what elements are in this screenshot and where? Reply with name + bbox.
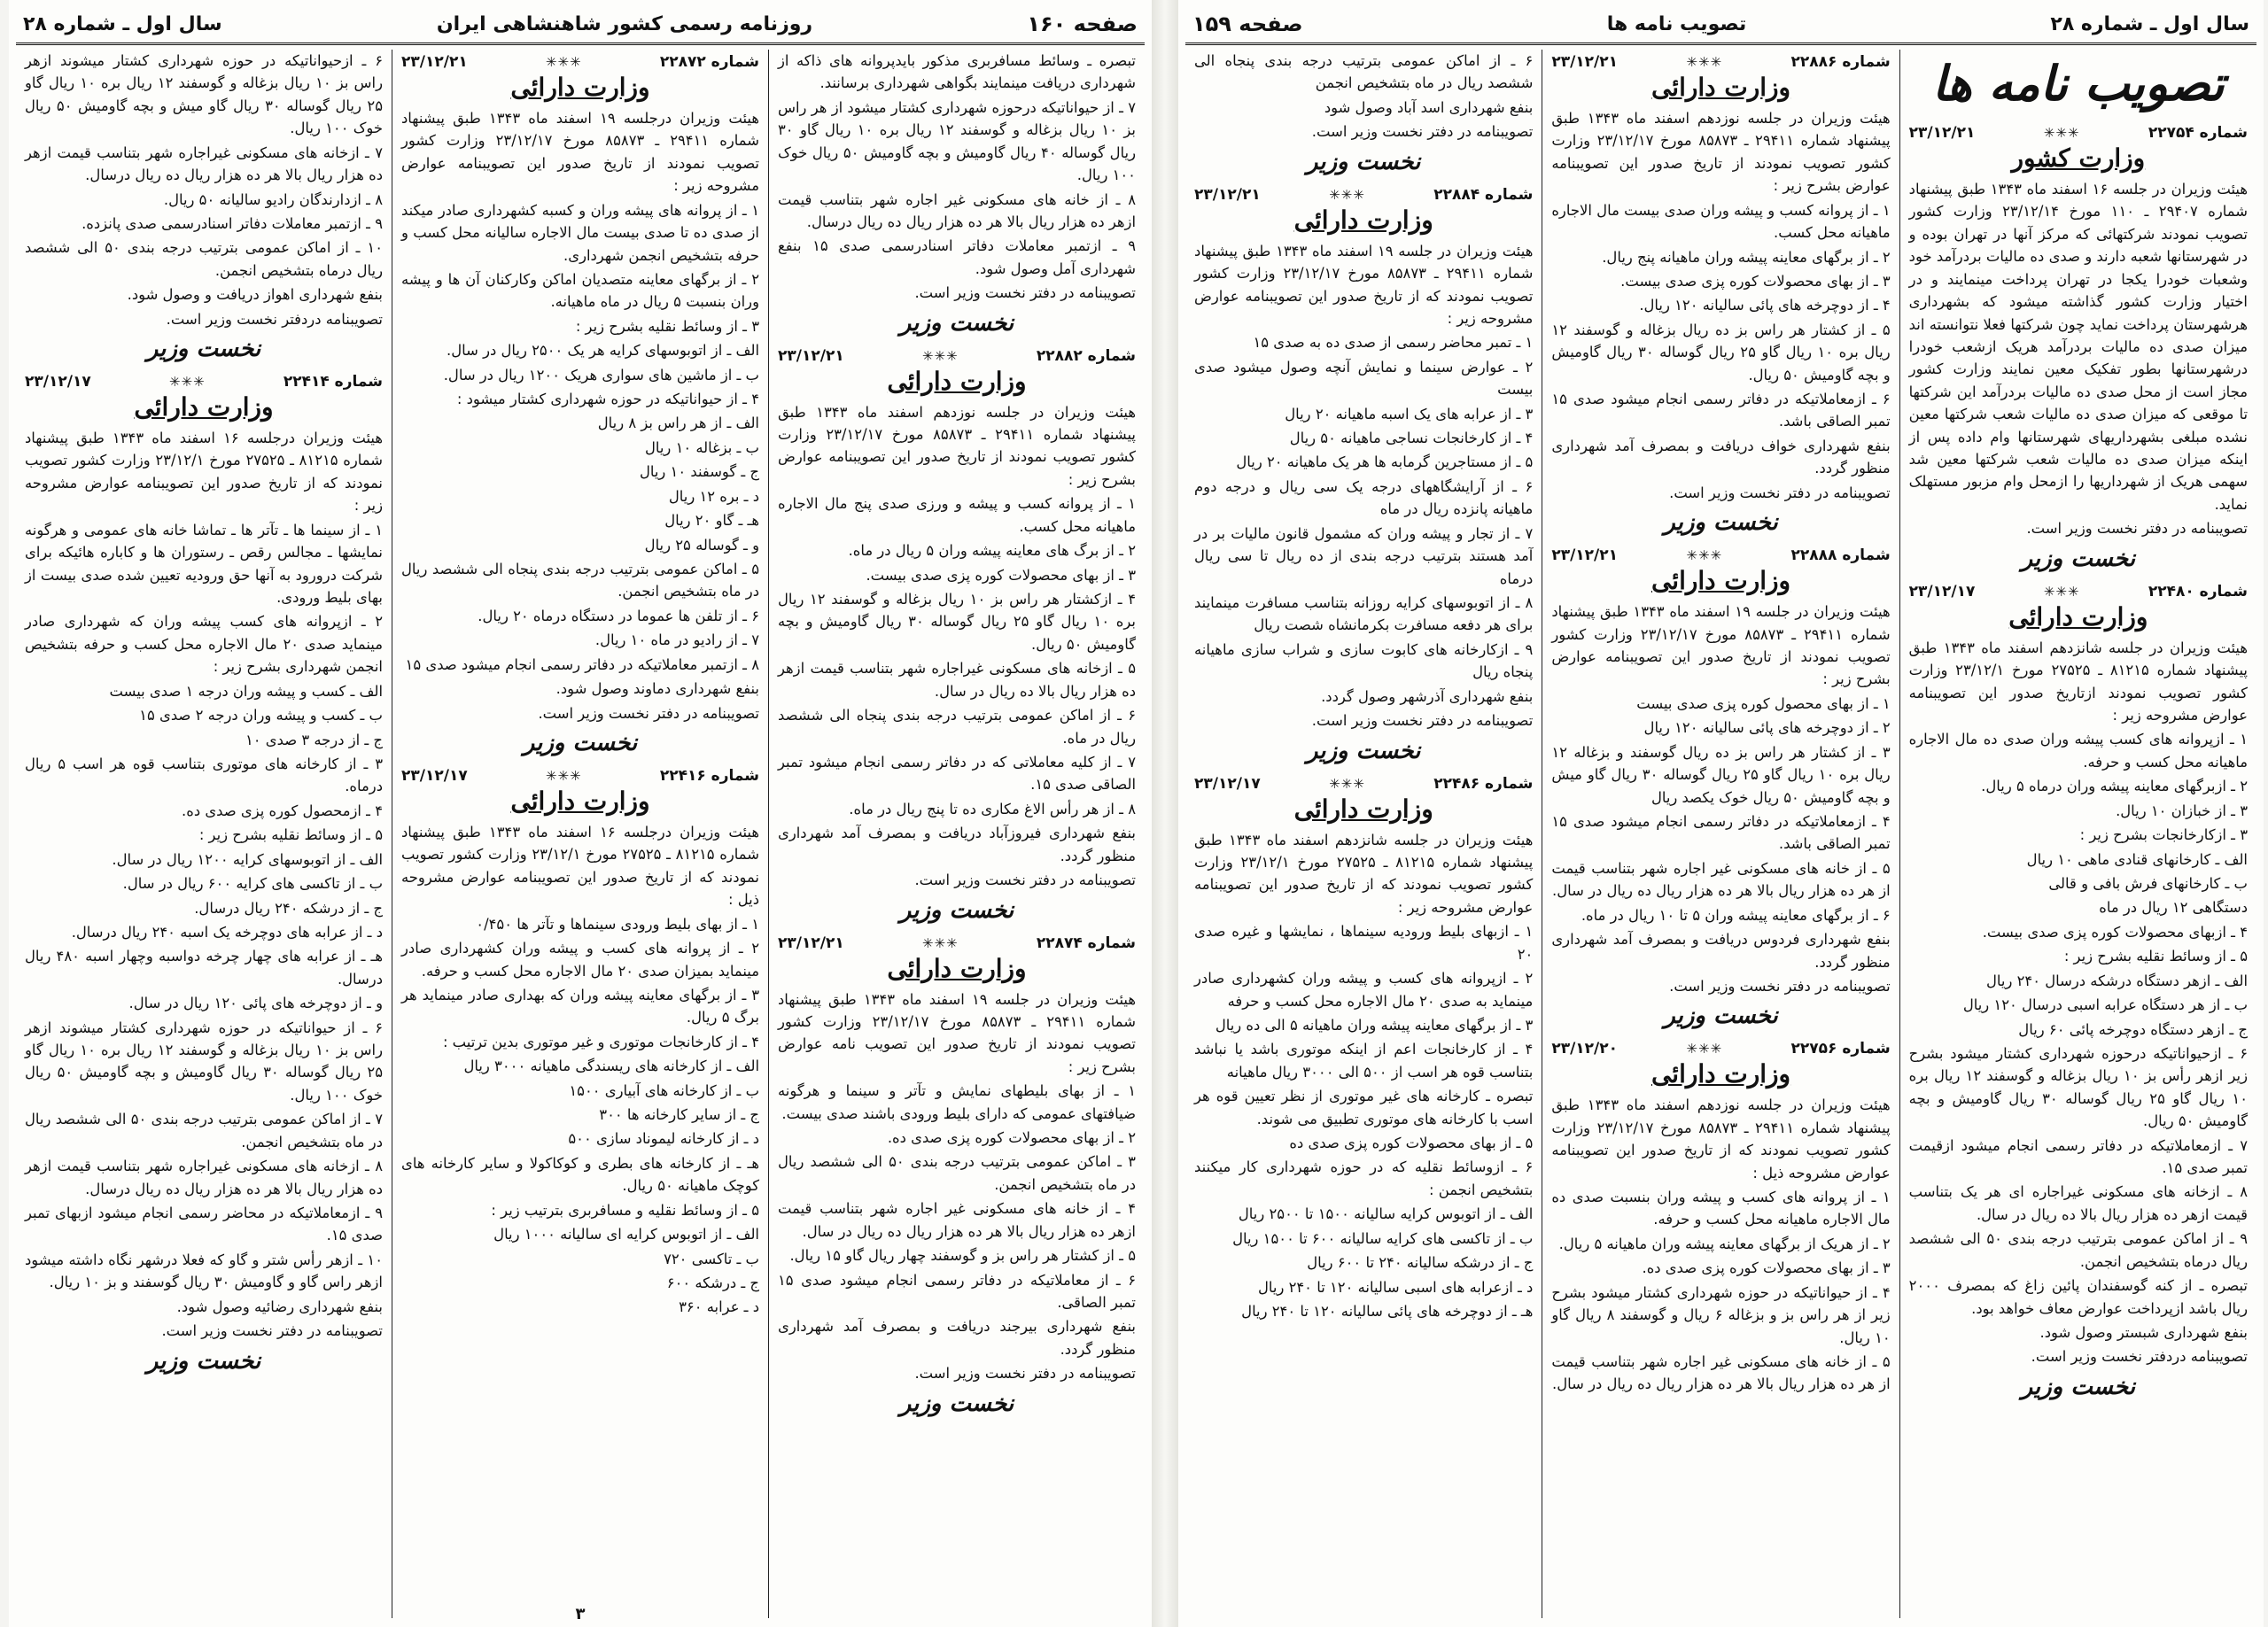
decree-entry — [778, 347, 1136, 924]
decree-body — [778, 50, 1136, 305]
column — [16, 50, 392, 1618]
decree-date: ۲۳/۱۲/۲۱ — [778, 934, 844, 952]
decree-line: ۶ ـ از اماکن عمومی بترتیب درجه بندی پنجاه الی ششصد ریال در ماه بتشخیص انجمن — [1194, 52, 1534, 92]
decree-line: تصویبنامه دردفتر نخست وزیر است. — [166, 310, 383, 328]
decree-line: ۹ ـ ازکارخانه های کابوت سازی و شراب سازی ماهیانه پنجاه ریال — [1194, 640, 1534, 681]
decree-entry — [1551, 546, 1890, 1029]
decree-line: ۵ ـ از بهای محصولات کوره پزی صدی ده — [1289, 1135, 1534, 1152]
decree-line: ۵ ـ از خانه های مسکونی غیر اجاره شهر بتناسب قیمت از هر ده هزار ریال بالا هر ده هزار ریال ده ریال در سال. — [1551, 1352, 1891, 1393]
decree-line: تصویبنامه در دفتر نخست وزیر است. — [1669, 484, 1891, 501]
decree-date: ۲۳/۱۲/۲۰ — [1551, 1040, 1619, 1058]
decree-line: ۵ ـ از وسائط نقلیه بشرح زیر : — [198, 826, 383, 844]
decree-body — [1194, 50, 1533, 143]
decree-number: شماره ۲۲۸۸۴ — [1433, 185, 1534, 204]
decree-date: ۲۳/۱۲/۱۷ — [401, 766, 468, 785]
signature: نخست وزیر — [146, 1347, 261, 1375]
right-page — [1178, 0, 2264, 1627]
decree-body — [1194, 240, 1533, 732]
folio: ۳ — [575, 1605, 586, 1623]
decree-line: ۹ ـ از اماکن عمومی بترتیب درجه بندی ۵۰ الی ششصد ریال درماه بتشخیص انجمن. — [1908, 1230, 2248, 1270]
decree-number: شماره ۲۲۸۸۲ — [1036, 346, 1136, 365]
decree-entry — [1551, 1040, 1890, 1395]
issue-label: سال اول ـ شماره ۲۸ — [2050, 12, 2249, 35]
decree-number: شماره ۲۲۷۵۴ — [2148, 124, 2248, 142]
decree-line: ۶ ـ ازحیواناتیکه درحوزه شهرداری کشتار میشود بشرح زیر ازهر رأس بز ۱۰ ریال بزغاله و گوسفند ۱۲ ریال بره ۱۰ ریال گاو ۲۵ ریال گوساله ۳۰ ریال گاومیش و بچه گاومیش ۵۰ ریال. — [1908, 1044, 2248, 1130]
decree-line: ۳ ـ از بهای محصولات کوره پزی صدی ده. — [1642, 1259, 1891, 1277]
decree-line: ب ـ کسب و پیشه وران درجه ۲ صدی ۱۵ — [139, 707, 383, 724]
decree-line: ب ـ از ماشین های سواری هریک ۱۲۰۰ ریال در سال. — [443, 366, 759, 384]
ministry-heading: وزارت دارائی — [1651, 73, 1791, 102]
decree-line: هیئت وزیران درجلسه ۱۶ اسفند ماه ۱۳۴۳ طبق پیشنهاد شماره ۸۱۲۱۵ ـ ۲۷۵۲۵ مورخ ۲۳/۱۲/۱ وزارت کشور تصویب نمودند که از تاریخ صدور این تصویبنامه عوارض مشروحه زیر : — [25, 430, 383, 515]
decree-line: ۵ ـ از وسائط نقلیه بشرح زیر : — [2063, 948, 2248, 965]
decree-line: ۱ ـ تمبر محاضر رسمی از صدی ده به صدی ۱۵ — [1253, 334, 1534, 352]
decree-body — [25, 50, 383, 330]
decree-line: تبصره ـ وسائط مسافربری مذکور بایدپروانه های ذاکه از شهرداری دریافت مینمایند بگواهی شهرداری برسانند. — [778, 52, 1136, 92]
signature: نخست وزیر — [899, 896, 1014, 924]
decree-line: هیئت وزیران درجلسه ۱۹ اسفند ماه ۱۳۴۳ طبق پیشنهاد شماره ۲۹۴۱۱ ـ ۸۵۸۷۳ مورخ ۲۳/۱۲/۱۷ وزارت کشور تصویب نمودند از تاریخ صدور این تصویبنامه عوارض مشروحه زیر : — [401, 110, 759, 195]
decree-line: تصویبنامه در دفتر نخست وزیر است. — [161, 1322, 383, 1340]
decree-line: ۳ ـ از بهای محصولات کوره پزی صدی بیست. — [1620, 272, 1891, 290]
signature: نخست وزیر — [146, 336, 261, 363]
decree-line: ۱ ـ ازپروانه های کسب پیشه وران صدی ده مال الاجاره ماهیانه محل کسب و حرفه. — [1908, 731, 2248, 771]
decree-line: الف ـ از هر راس بز ۸ ریال — [597, 414, 759, 432]
decree-line: ۳ ـ اماکن عمومی بترتیب درجه بندی ۵۰ الی ششصد ریال در ماه بتشخیص انجمن. — [778, 1153, 1136, 1193]
decree-line: ۸ ـ ازخانه های مسکونی غیراجاره ای هر یک بتناسب قیمت ازهر ده هزار ریال بالا ده ریال در سال. — [1908, 1183, 2248, 1223]
running-title: تصویب نامه ها — [1606, 12, 1747, 35]
decree-line: ۳ ـ ازکارخانجات بشرح زیر : — [2079, 826, 2248, 844]
decree-line: ۵ ـ از کشتار هر راس بز و گوسفند چهار ریال گاو ۱۵ ریال. — [789, 1247, 1136, 1265]
decree-entry — [778, 934, 1136, 1417]
decree-line: ج ـ ازهر دستگاه دوچرخه پائی ۶۰ ریال — [2018, 1020, 2248, 1038]
decree-line: هیئت وزیران در جلسه نوزدهم اسفند ماه ۱۳۴۳ طبق پیشنهاد شماره ۲۹۴۱۱ ـ ۸۵۸۷۳ مورخ ۲۳/۱۲/۱۷ وزارت کشور تصویب نمودند از تاریخ صدور این تصویبنامه عوارض بشرح زیر : — [1551, 110, 1891, 195]
decree-line: تصویبنامه دردفتر نخست وزیر است. — [2031, 1348, 2248, 1366]
decree-line: ۷ ـ از اماکن عمومی بترتیب درجه بندی ۵۰ الی ششصد ریال در ماه بتشخیص انجمن. — [25, 1111, 383, 1151]
decree-line: ۴ ـ از کارخانجات نساجی ماهیانه ۵۰ ریال — [1289, 430, 1534, 447]
decree-entry — [401, 53, 759, 756]
decree-line: هـ ـ از دوچرخه های پائی سالیانه ۱۲۰ تا ۲۴۰ ریال — [1241, 1302, 1534, 1320]
decree-line: ۲ ـ از برگ های معاینه پیشه وران ۵ ریال در ماه. — [848, 542, 1136, 560]
decree-line: ۷ ـ از کلیه معاملاتی که در دفاتر رسمی انجام میشود تمبر الصاقی صدی ۱۵. — [778, 753, 1136, 794]
running-title: روزنامه رسمی کشور شاهنشاهی ایران — [436, 12, 813, 35]
decree-number: شماره ۲۲۴۱۴ — [283, 373, 383, 391]
decree-body — [401, 107, 759, 724]
decree-line: ۶ ـ ازوسائط نقلیه که در حوزه شهرداری کار میکنند بتشخیص انجمن : — [1194, 1158, 1534, 1198]
decree-line: هیئت وزیران در جلسه ۱۹ اسفند ماه ۱۳۴۳ طبق پیشنهاد شماره ۲۹۴۱۱ ـ ۸۵۸۷۳ مورخ ۲۳/۱۲/۱۷ وزارت کشور تصویب نمودند از تاریخ صدور این تصویب نامه عوارض بشرح زیر : — [778, 990, 1136, 1075]
decree-line: د ـ از کارخانه لیموناد سازی ۵۰۰ — [568, 1130, 759, 1148]
decree-line: بنفع شهرداری بیرجند دریافت و بمصرف آمد شهرداری منظور گردد. — [778, 1318, 1136, 1358]
signature: نخست وزیر — [899, 309, 1014, 337]
decree-header — [778, 347, 1136, 365]
decree-line: ج ـ از سایر کارخانه ها ۳۰۰ — [599, 1106, 759, 1124]
decree-line: ۶ ـ از اماکن عمومی بترتیب درجه بندی پنجاه الی ششصد ریال در ماه. — [778, 707, 1136, 747]
decree-number: شماره ۲۲۸۷۴ — [1036, 934, 1136, 952]
ministry-heading: وزارت دارائی — [2008, 601, 2148, 631]
decree-entry — [25, 50, 383, 362]
decree-line: ۹ ـ ازتمبر معاملات دفاتر اسنادرسمی صدی پانزده. — [82, 214, 383, 232]
decree-line: ۳ ـ از برگهای معاینه پیشه وران که بهداری صادر مینماید هر برگ ۵ ریال. — [401, 986, 759, 1027]
book-gutter — [1152, 0, 1178, 1627]
decree-line: ۴ ـ ازمحصول کوره پزی صدی ده. — [182, 802, 383, 819]
decree-date: ۲۳/۱۲/۱۷ — [1194, 774, 1261, 793]
decree-line: دستگاهی ۱۲ ریال در ماه — [2099, 899, 2248, 917]
decree-line: هیئت وزیران در جلسه شانزدهم اسفند ماه ۱۳۴۳ طبق پیشنهاد شماره ۸۱۲۱۵ ـ ۲۷۵۲۵ مورخ ۲۳/۱۲/۱ وزارت کشور تصویب نمودند که از تاریخ صدور این تصویبنامه عوارض مشروحه زیر : — [1194, 831, 1534, 916]
decree-line: ۴ ـ ازکشتار هر راس بز ۱۰ ریال بزغاله و گوسفند ۱۲ ریال بره ۱۰ ریال گاو ۲۵ ریال گوساله ۳۰ ریال گاومیش و بچه گاومیش ۵۰ ریال. — [778, 591, 1136, 653]
decree-line: ۱ ـ از بهای بلیط ورودی سینماها و تآتر ها ۰/۴۵۰ — [476, 915, 759, 933]
decree-line: هـ ـ گاو ۲۰ ریال — [664, 512, 759, 530]
decree-line: ۳ ـ از خبازان ۱۰ ریال. — [2116, 802, 2248, 819]
decree-line: تصویبنامه در دفتر نخست وزیر است. — [2026, 520, 2248, 538]
decree-line: هیئت وزیران در جلسه نوزدهم اسفند ماه ۱۳۴۳ طبق پیشنهاد شماره ۲۹۴۱۱ ـ ۸۵۸۷۳ مورخ ۲۳/۱۲/۱۷ وزارت کشور تصویب نمودند از تاریخ صدور این تصویبنامه عوارض بشرح زیر : — [778, 403, 1136, 488]
right-columns — [1185, 50, 2256, 1618]
decree-line: بنفع شهرداری اسد آباد وصول شود — [1324, 98, 1534, 116]
ornament-stars-icon: ✳✳✳ — [921, 347, 959, 364]
decree-date: ۲۳/۱۲/۱۷ — [1908, 582, 1976, 600]
decree-line: ج ـ از درجه ۳ صدی ۱۰ — [245, 731, 383, 748]
right-page-header — [1185, 5, 2256, 45]
decree-line: تصویبنامه در دفتر نخست وزیر است. — [1311, 712, 1534, 730]
decree-line: ۱ ـ از پروانه کسب و پیشه وران صدی بیست مال الاجاره ماهیانه محل کسب. — [1551, 201, 1891, 242]
decree-number: شماره ۲۲۷۵۶ — [1790, 1040, 1891, 1058]
decree-line: الف ـ کارخانهای قنادی ماهی ۱۰ ریال — [2026, 850, 2248, 868]
page-number: صفحه ۱۶۰ — [1027, 12, 1138, 36]
decree-entry — [778, 50, 1136, 337]
ministry-heading: وزارت کشور — [2011, 143, 2146, 173]
decree-body — [1551, 600, 1890, 997]
decree-line: د ـ ازعرابه های اسبی سالیانه ۱۲۰ تا ۲۴۰ ریال — [1257, 1278, 1534, 1296]
decree-line: د ـ عرابه ۳۶۰ — [679, 1298, 759, 1316]
decree-line: ۲ ـ از برگهای معاینه متصدیان اماکن وکارکنان آن ها و پیشه وران بنسبت ۵ ریال در ماه ماهیانه. — [401, 270, 759, 311]
decree-line: ۲ ـ ازپروانه های کسب پیشه وران که شهرداری صادر مینماید صدی ۲۰ مال الاجاره محل کسب و حرفه بتشخیص انجمن شهرداری بشرح زیر : — [25, 613, 384, 676]
decree-number: شماره ۲۲۸۷۲ — [659, 53, 759, 71]
decree-line: ج ـ گوسفند ۱۰ ریال — [639, 463, 759, 481]
decree-entry — [1194, 50, 1533, 175]
decree-line: ۹ ـ ازمعاملاتیکه در محاضر رسمی انجام میشود ازبهای تمبر صدی ۱۵. — [25, 1204, 383, 1244]
decree-line: ۳ ـ از برگهای معاینه پیشه وران ماهیانه ۵ الی ده ریال — [1215, 1016, 1534, 1034]
decree-line: ۵ ـ از خانه های مسکونی غیر اجاره شهر بتناسب قیمت از هر ده هزار ریال بالا هر ده هزار ریال ده ریال در سال. — [1551, 859, 1891, 900]
decree-line: ۸ ـ از هر رأس الاغ مکاری ده تا پنج ریال در ماه. — [849, 800, 1136, 817]
decree-line: ب ـ از هر دستگاه عرابه اسبی درسال ۱۲۰ ریال — [1962, 996, 2248, 1014]
decree-line: بنفع شهرداری رضائیه وصول شود. — [176, 1298, 383, 1315]
decree-line: بنفع شهرداری شبستر وصول شود. — [2039, 1323, 2248, 1341]
section-title: تصویب نامه ها — [1931, 55, 2225, 112]
ornament-stars-icon: ✳✳✳ — [1686, 54, 1723, 70]
decree-line: هیئت وزیران در جلسه ۱۶ اسفند ماه ۱۳۴۳ طبق پیشنهاد شماره ۲۹۴۰۷ ـ ۱۱۰ مورخ ۲۳/۱۲/۱۴ وزارت کشور تصویب نمودند شرکتهائی که مرکز آنها در تهران بوده و در شهرستانها شعبه دارند و صدی ده مالیات بردرآمد خود وشعبات خودرا یکجا در تهران پرداخت مینمایند و در اختیار وزارت کشور گذاشته میشود که بشهرداری هرشهرستان پرداخت نماید چون شرکتها فعلا نتوانسته اند میزان صدی ده مالیات بردرآمد هریک ازشعب خودرا درشهرستانها بطور تفکیک معین نمایند وزارت کشور مجاز است از محل صدی ده مالیات بردرآمد این شرکتها تا موقعی که میزان صدی ده مالیات شعب شرکتها معین نشده مبلغی بشهرداریهای شهرستانها وام داده پس از اینکه میزان صدی ده مالیات شعب شرکتها معین شد سهمی هریک از شهرداریها را ازمحل وام مزبور مستهلک نماید. — [1908, 181, 2248, 513]
decree-line: ۸ ـ ازدارندگان رادیو سالیانه ۵۰ ریال. — [163, 190, 383, 208]
decree-line: تصویبنامه در دفتر نخست وزیر است. — [914, 1365, 1136, 1383]
decree-header — [1194, 775, 1533, 793]
ministry-heading: وزارت دارائی — [1651, 566, 1791, 596]
decree-line: هیئت وزیران در جلسه ۱۹ اسفند ماه ۱۳۴۳ طبق پیشنهاد شماره ۲۹۴۱۱ ـ ۸۵۸۷۳ مورخ ۲۳/۱۲/۱۷ وزارت کشور تصویب نمودند که از تاریخ صدور این تصویبنامه عوارض مشروحه زیر : — [1194, 242, 1534, 327]
decree-line: تصویبنامه در دفتر نخست وزیر است. — [914, 284, 1136, 302]
decree-number: شماره ۲۲۸۸۶ — [1790, 53, 1891, 71]
decree-line: ۳ ـ از کارخانه های موتوری بتناسب قوه هر اسب ۵ ریال درماه. — [25, 755, 383, 795]
signature: نخست وزیر — [1664, 1003, 1778, 1030]
decree-body — [1909, 178, 2248, 540]
decree-line: بنفع شهرداری خواف دریافت و بمصرف آمد شهرداری منظور گردد. — [1551, 437, 1891, 477]
decree-number: شماره ۲۲۴۸۰ — [2148, 582, 2248, 600]
decree-line: ۶ ـ از تلفن ها عموما در دستگاه درماه ۲۰ ریال. — [478, 607, 759, 624]
decree-line: ۸ ـ ازخانه های مسکونی غیراجاره شهر بتناسب قیمت ازهر ده هزار ریال بالا هر ده هزار ریال ده ریال درسال. — [25, 1158, 383, 1197]
column — [768, 50, 1145, 1618]
signature: نخست وزیر — [2021, 1373, 2136, 1400]
ornament-stars-icon: ✳✳✳ — [2043, 583, 2080, 600]
decree-header — [1909, 124, 2248, 142]
decree-line: ۸ ـ از اتوبوسهای کرایه روزانه بتناسب مسافرت مینمایند برای هر دفعه مسافرت بکرمانشاه شصت ریال — [1194, 594, 1534, 634]
signature: نخست وزیر — [1664, 509, 1778, 537]
decree-line: ۵ ـ ازخانه های مسکونی غیراجاره شهر بتناسب قیمت ازهر ده هزار ریال بالا ده ریال در سال. — [778, 660, 1136, 700]
decree-line: ۵ ـ از مستاجرین گرمابه ها هر یک ماهیانه ۲۰ ریال — [1236, 453, 1534, 471]
decree-line: ب ـ بزغاله ۱۰ ریال — [644, 438, 759, 456]
ornament-stars-icon: ✳✳✳ — [2043, 125, 2080, 141]
decree-number: شماره ۲۲۴۸۶ — [1433, 774, 1534, 793]
column — [1542, 50, 1899, 1618]
decree-line: ۴ ـ از خانه های مسکونی غیر اجاره شهر بتناسب قیمت ازهر ده هزار ریال بالا هر ده هزار ریال ده ریال در سال. — [778, 1200, 1136, 1240]
decree-line: الف ـ کسب و پیشه وران درجه ۱ صدی بیست — [109, 682, 383, 700]
decree-line: هیئت وزیران در جلسه ۱۹ اسفند ماه ۱۳۴۳ طبق پیشنهاد شماره ۲۹۴۱۱ ـ ۸۵۸۷۳ مورخ ۲۳/۱۲/۱۷ وزارت کشور تصویب نمودند از تاریخ صدور این تصویبنامه عوارض بشرح زیر : — [1551, 603, 1891, 688]
ornament-stars-icon: ✳✳✳ — [545, 54, 582, 70]
decree-line: الف ـ از اتوبوس کرایه سالیانه ۱۵۰۰ تا ۲۵۰۰ ریال — [1238, 1205, 1534, 1223]
decree-line: تصویبنامه در دفتر نخست وزیر است. — [538, 704, 759, 722]
decree-header — [1551, 53, 1890, 71]
decree-line: هـ ـ از کارخانه های بطری و کوکاکولا و سایر کارخانه های کوچک ماهیانه ۵۰ ریال. — [401, 1154, 759, 1195]
decree-entry — [25, 373, 383, 1374]
signature: نخست وزیر — [1306, 737, 1421, 764]
decree-line: ب ـ از کارخانه های آبیاری ۱۵۰۰ — [569, 1081, 759, 1099]
decree-body — [25, 427, 383, 1342]
decree-date: ۲۳/۱۲/۲۱ — [1551, 546, 1619, 565]
decree-line: ۳ ـ از کشتار هر راس بز ده ریال گوسفند و بزغاله ۱۲ ریال بره ۱۰ ریال گاو ۲۵ ریال گوساله ۳۰ ریال گاو میش و بچه گاومیش ۵۰ ریال خوک یکصد ریال — [1551, 743, 1891, 806]
decree-line: ۳ ـ از وسائط نقلیه بشرح زیر : — [575, 317, 759, 335]
decree-line: ج ـ از درشکه سالیانه ۲۴۰ تا ۶۰۰ ریال — [1307, 1254, 1534, 1272]
decree-line: د ـ از عرابه های دوچرخه یک اسبه ۲۴۰ ریال درسال. — [71, 923, 383, 941]
decree-number: شماره ۲۲۸۸۸ — [1790, 546, 1891, 565]
decree-line: هـ ـ از عرابه های چهار چرخه دواسبه وچهار اسبه ۴۸۰ ریال درسال. — [25, 948, 383, 988]
decree-line: ۱ ـ از بهای بلیطهای نمایش و تآتر و سینما و هرگونه ضیافتهای عمومی که دارای بلیط ورودی باشند صدی بیست. — [778, 1082, 1136, 1122]
ministry-heading: وزارت دارائی — [134, 392, 274, 422]
decree-line: ۴ ـ از دوچرخه های پائی سالیانه ۱۲۰ ریال. — [1639, 297, 1891, 314]
ornament-stars-icon: ✳✳✳ — [545, 767, 582, 784]
column — [1899, 50, 2256, 1618]
decree-line: ۲ ـ از دوچرخه های پائی سالیانه ۱۲۰ ریال — [1643, 719, 1891, 737]
ornament-stars-icon: ✳✳✳ — [168, 374, 206, 391]
decree-line: ۶ ـ از معاملاتیکه در دفاتر رسمی انجام میشود صدی ۱۵ تمبر الصاقی. — [778, 1271, 1136, 1311]
decree-line: ۶ ـ از حیواناتیکه در حوزه شهرداری کشتار میشوند ازهر راس بز ۱۰ ریال بزغاله و گوسفند ۱۲ ریال بره ۱۰ ریال گاو ۲۵ ریال گوساله ۳۰ ریال گاومیش و بچه گاومیش ۵۰ ریال خوک ۱۰۰ ریال. — [25, 1019, 384, 1104]
decree-line: تبصره ـ کارخانه های غیر موتوری از نظر تعیین قوه هر اسب با کارخانه های موتوری تطبیق می شوند. — [1194, 1088, 1534, 1127]
decree-body — [1551, 1094, 1890, 1395]
ministry-heading: وزارت دارائی — [1293, 205, 1433, 235]
decree-line: ۷ ـ ازخانه های مسکونی غیراجاره شهر بتناسب قیمت ازهر ده هزار ریال بالا هر ده هزار ریال ده ریال درسال. — [25, 143, 383, 184]
decree-line: ۸ ـ از خانه های مسکونی غیر اجاره شهر بتناسب قیمت ازهر ده هزار ریال بالا هر ده هزار ریال ده ریال درسال. — [778, 190, 1136, 230]
column — [392, 50, 768, 1618]
decree-line: ۱ ـ از پروانه های پیشه وران و کسبه کشهرداری صادر میکند از صدی ده تا صدی بیست مال الاجاره سالیانه محل کسب و حرفه بتشخیص انجمن شهرداری. — [401, 201, 759, 264]
decree-line: ۲ ـ از بهای محصولات کوره پزی صدی ده. — [887, 1129, 1136, 1147]
signature: نخست وزیر — [1306, 148, 1421, 175]
decree-line: ۲ ـ ازبرگهای معاینه پیشه وران درماه ۵ ریال. — [1981, 778, 2248, 795]
ministry-heading: وزارت دارائی — [510, 786, 650, 816]
left-page — [9, 0, 1152, 1627]
ministry-heading: وزارت دارائی — [510, 73, 650, 102]
decree-line: ۵ ـ از کشتار هر راس بز ده ریال بزغاله و گوسفند ۱۲ ریال بره ۱۰ ریال گاو ۲۵ ریال گوساله ۳۰ ریال گاومیش و بچه گاومیش ۵۰ ریال. — [1551, 321, 1891, 384]
decree-line: هیئت وزیران درجلسه ۱۶ اسفند ماه ۱۳۴۳ طبق پیشنهاد شماره ۸۱۲۱۵ ـ ۲۷۵۲۵ مورخ ۲۳/۱۲/۱ وزارت کشور تصویب نمودند که از تاریخ صدور این تصویبنامه عوارض مشروحه ذیل : — [401, 823, 759, 909]
decree-line: و ـ از دوچرخه های پائی ۱۲۰ ریال در سال. — [128, 995, 383, 1012]
decree-line: ۴ ـ از کارخانجات موتوری و غیر موتوری بدین ترتیب : — [442, 1033, 759, 1050]
decree-line: ۲ ـ عوارض سینما و نمایش آنچه وصول میشود صدی بیست — [1194, 358, 1534, 399]
decree-entry — [1551, 53, 1890, 536]
decree-line: بنفع شهرداری فردوس دریافت و بمصرف آمد شهرداری منظور گردد. — [1551, 931, 1891, 971]
decree-entry — [1194, 775, 1533, 1323]
decree-line: ب ـ از تاکسی های کرایه ۶۰۰ ریال در سال. — [122, 875, 383, 893]
decree-line: ۱۰ ـ از اماکن عمومی بترتیب درجه بندی ۵۰ الی ششصد ریال درماه بتشخیص انجمن. — [25, 239, 384, 279]
signature: نخست وزیر — [899, 1390, 1014, 1417]
decree-entry — [401, 767, 759, 1319]
decree-line: تصویبنامه در دفتر نخست وزیر است. — [914, 872, 1136, 889]
ministry-heading: وزارت دارائی — [887, 953, 1027, 983]
decree-date: ۲۳/۱۲/۲۱ — [1194, 185, 1261, 204]
decree-line: هیئت وزیران در جلسه نوزدهم اسفند ماه ۱۳۴۳ طبق پیشنهاد شماره ۲۹۴۱۱ ـ ۸۵۸۷۳ مورخ ۲۳/۱۲/۱۷ وزارت کشور تصویب نمودند که از تاریخ صدور این تصویبنامه عوارض مشروحه ذیل : — [1551, 1096, 1891, 1182]
decree-line: ب ـ کارخانهای فرش بافی و قالی — [2048, 874, 2248, 892]
decree-line: ۱ ـ از سینما ها ـ تآتر ها ـ تماشا خانه های عمومی و هرگونه نمایشها ـ مجالس رقص ـ رستوران ها و کاباره هائیکه برای شرکت درورود به آنها حق ورودیه تعیین شده صدی بیست از بهای بلیط ورودی. — [25, 521, 383, 607]
decree-line: تبصره ـ از کنه گوسفندان پائین زاغ که بمصرف ۲۰۰۰ ریال باشد ازپرداخت عوارض معاف خواهد بود. — [1908, 1277, 2248, 1317]
ministry-heading: وزارت دارائی — [1651, 1059, 1791, 1089]
decree-line: الف ـ ازهر دستگاه درشکه درسال ۲۴۰ ریال — [1986, 972, 2248, 989]
decree-line: ج ـ درشکه ۶۰۰ — [666, 1274, 759, 1291]
decree-line: ۵ ـ اماکن عمومی بترتیب درجه بندی پنجاه الی ششصد ریال در ماه بتشخیص انجمن. — [401, 561, 759, 600]
decree-line: ۷ ـ از رادیو در ماه ۱۰ ریال. — [594, 631, 759, 649]
decree-line: ۷ ـ ازمعاملاتیکه در دفاتر رسمی انجام میشود ازقیمت تمبر صدی ۱۵. — [1908, 1136, 2248, 1177]
decree-line: ۷ ـ از تجار و پیشه وران که مشمول قانون مالیات بر در آمد هستند بترتیب درجه بندی از ده ریال تا سی ریال درماه — [1194, 524, 1534, 587]
ornament-stars-icon: ✳✳✳ — [1329, 186, 1365, 203]
decree-line: الف ـ از کارخانه های ریسندگی ماهیانه ۳۰۰۰ ریال — [463, 1058, 759, 1075]
decree-line: بنفع شهرداری فیروزآباد دریافت و بمصرف آمد شهرداری منظور گردد. — [778, 825, 1136, 864]
decree-line: ۲ ـ از برگهای معاینه پیشه وران ماهیانه پنج ریال. — [1602, 248, 1891, 266]
decree-line: الف ـ از اتوبوس کرایه ای سالیانه ۱۰۰۰ ریال — [493, 1226, 759, 1243]
decree-line: ۱ ـ از پروانه کسب و پیشه و ورزی صدی پنج مال الاجاره ماهیانه محل کسب. — [778, 495, 1136, 535]
decree-line: ۲ ـ ازپروانه های کسب و پیشه وران کشهرداری صادر مینماید به صدی ۲۰ مال الاجاره محل کسب و حرفه — [1194, 970, 1534, 1010]
decree-line: د ـ بره ۱۲ ریال — [668, 487, 759, 505]
decree-date: ۲۳/۱۲/۱۷ — [25, 373, 91, 391]
decree-line: ۴ ـ از کارخانجات اعم از اینکه موتوری باشد یا نباشد بتناسب قوه هر اسب از ۵۰۰ الی ۳۰۰۰ ریال ماهیانه — [1194, 1041, 1534, 1081]
decree-line: ۶ ـ از برگهای معاینه پیشه وران ۵ تا ۱۰ ریال در ماه. — [1581, 906, 1891, 924]
decree-line: ۹ ـ ازتمبر معاملات دفاتر اسنادرسمی صدی ۱۵ بنفع شهرداری آمل وصول شود. — [778, 237, 1136, 277]
decree-line: ۱ ـ از پروانه های کسب و پیشه وران بنسبت صدی ده مال الاجاره ماهیانه محل کسب و حرفه. — [1551, 1189, 1891, 1228]
decree-line: ۴ ـ از حیواناتیکه در حوزه شهرداری کشتار میشود بشرح زیر از هر راس بز و بزغاله ۶ ریال و گوسفند ۸ ریال گاو ۱۰ ریال. — [1551, 1283, 1891, 1346]
decree-body — [1909, 637, 2248, 1368]
decree-line: ب ـ تاکسی ۷۲۰ — [664, 1250, 759, 1267]
decree-header — [401, 53, 759, 71]
decree-line: ۸ ـ ازتمبر معاملاتیکه در دفاتر رسمی انجام میشود صدی ۱۵ — [405, 655, 759, 673]
decree-line: ۱ ـ ازبهای بلیط ورودیه سینماها ، نمایشها و غیره صدی ۲۰ — [1194, 923, 1534, 963]
decree-date: ۲۳/۱۲/۲۱ — [401, 53, 468, 71]
decree-line: ب ـ از تاکسی های کرایه سالیانه ۶۰۰ تا ۱۵۰۰ ریال — [1232, 1229, 1534, 1247]
decree-line: بنفع شهرداری آذرشهر وصول گردد. — [1321, 687, 1534, 705]
decree-line: ۶ ـ ازمعاملاتیکه در دفاتر رسمی انجام میشود صدی ۱۵ تمبر الصاقی باشد. — [1551, 391, 1891, 430]
page-number: صفحه ۱۵۹ — [1192, 12, 1303, 36]
decree-date: ۲۳/۱۲/۲۱ — [778, 346, 844, 365]
decree-header — [1551, 546, 1890, 564]
decree-body — [1551, 107, 1890, 504]
left-columns — [16, 50, 1145, 1618]
decree-line: هیئت وزیران در جلسه شانزدهم اسفند ماه ۱۳۴۳ طبق پیشنهاد شماره ۸۱۲۱۵ ـ ۲۷۵۲۵ مورخ ۲۳/۱۲/۱ وزارت کشور تصویب نمودند ازتاریخ صدور این تصویبنامه عوارض مشروحه زیر : — [1908, 639, 2248, 724]
decree-line: ۳ ـ از عرابه های یک اسبه ماهیانه ۲۰ ریال — [1285, 405, 1534, 422]
decree-line: ۱ ـ از بهای محصول کوره پزی صدی بیست — [1636, 694, 1891, 712]
decree-line: ۶ ـ ازحیواناتیکه در حوزه شهرداری کشتار میشوند ازهر راس بز ۱۰ ریال بزغاله و گوسفند ۱۲ ریال بره ۱۰ ریال گاو ۲۵ ریال گوساله ۳۰ ریال گاو میش و بچه گاومیش ۵۰ ریال خوک ۱۰۰ ریال. — [25, 52, 384, 137]
decree-line: ۴ ـ ازبهای محصولات کوره پزی صدی بیست. — [1982, 923, 2248, 941]
decree-header — [1909, 583, 2248, 600]
decree-line: ۴ ـ از حیواناتیکه در حوزه شهرداری کشتار میشود : — [456, 391, 759, 408]
decree-header — [778, 934, 1136, 952]
decree-body — [1194, 829, 1533, 1323]
decree-entry — [1909, 583, 2248, 1400]
ornament-stars-icon: ✳✳✳ — [1686, 1041, 1723, 1058]
signature: نخست وزیر — [523, 729, 638, 756]
decree-line: بنفع شهرداری دماوند وصول شود. — [555, 680, 759, 698]
decree-body — [401, 821, 759, 1319]
decree-line: ۳ ـ از بهای محصولات کوره پزی صدی بیست. — [866, 566, 1136, 584]
decree-entry — [1909, 124, 2248, 572]
ornament-stars-icon: ✳✳✳ — [1686, 547, 1723, 564]
ornament-stars-icon: ✳✳✳ — [1329, 775, 1365, 792]
ministry-heading: وزارت دارائی — [887, 366, 1027, 396]
decree-line: ۲ ـ از هریک از برگهای معاینه پیشه وران ماهیانه ۵ ریال. — [1558, 1235, 1891, 1252]
decree-number: شماره ۲۲۴۱۶ — [659, 766, 759, 785]
decree-header — [25, 373, 383, 391]
decree-header — [401, 767, 759, 785]
decree-line: ۱۰ ـ ازهر رأس شتر و گاو که فعلا درشهر نگاه داشته میشود ازهر راس گاو و گاومیش ۳۰ ریال گوسفند و بز ۱۰ ریال. — [25, 1251, 383, 1291]
decree-date: ۲۳/۱۲/۲۱ — [1908, 124, 1976, 142]
decree-line: الف ـ از اتوبوسهای کرایه ۱۲۰۰ ریال در سال. — [112, 850, 383, 868]
signature: نخست وزیر — [2021, 545, 2136, 572]
decree-line: ۶ ـ از آرایشگاههای درجه یک سی ریال و درجه دوم ماهیانه پانزده ریال در ماه — [1194, 477, 1534, 518]
decree-date: ۲۳/۱۲/۲۱ — [1551, 53, 1619, 71]
decree-line: ج ـ از درشکه ۲۴۰ ریال درسال. — [194, 899, 383, 917]
decree-body — [778, 988, 1136, 1385]
decree-line: ۷ ـ از حیواناتیکه درحوزه شهرداری کشتار میشود از هر راس بز ۱۰ ریال بزغاله و گوسفند ۱۲ ریال بره ۱۰ ریال گاو ۳۰ ریال گوساله ۴۰ ریال گاومیش و بچه گاومیش ۵۰ ریال خوک ۱۰۰ ریال. — [778, 98, 1136, 184]
decree-body — [778, 401, 1136, 892]
decree-line: ۲ ـ از پروانه های کسب و پیشه وران کشهرداری صادر مینماید بمیزان صدی ۲۰ مال الاجاره محل کسب و حرفه. — [401, 940, 759, 980]
left-page-header — [16, 5, 1145, 45]
decree-line: الف ـ از اتوبوسهای کرایه هر یک ۲۵۰۰ ریال در سال. — [447, 342, 759, 360]
decree-line: و ـ گوساله ۲۵ ریال — [644, 536, 759, 554]
issue-label: سال اول ـ شماره ۲۸ — [23, 12, 222, 35]
decree-header — [1551, 1040, 1890, 1058]
decree-line: ۵ ـ از وسائط نقلیه و مسافربری بترتیب زیر : — [491, 1201, 759, 1219]
ministry-heading: وزارت دارائی — [1293, 794, 1433, 824]
column — [1185, 50, 1542, 1618]
decree-header — [1194, 186, 1533, 204]
decree-line: تصویبنامه در دفتر نخست وزیر است. — [1669, 977, 1891, 995]
decree-line: ۴ ـ ازمعاملاتیکه در دفاتر رسمی انجام میشود صدی ۱۵ تمبر الصاقی باشد. — [1551, 812, 1891, 853]
ornament-stars-icon: ✳✳✳ — [921, 934, 959, 951]
decree-line: تصویبنامه در دفتر نخست وزیر است. — [1311, 123, 1534, 141]
decree-entry — [1194, 186, 1533, 764]
decree-line: بنفع شهرداری اهواز دریافت و وصول شود. — [127, 286, 383, 304]
